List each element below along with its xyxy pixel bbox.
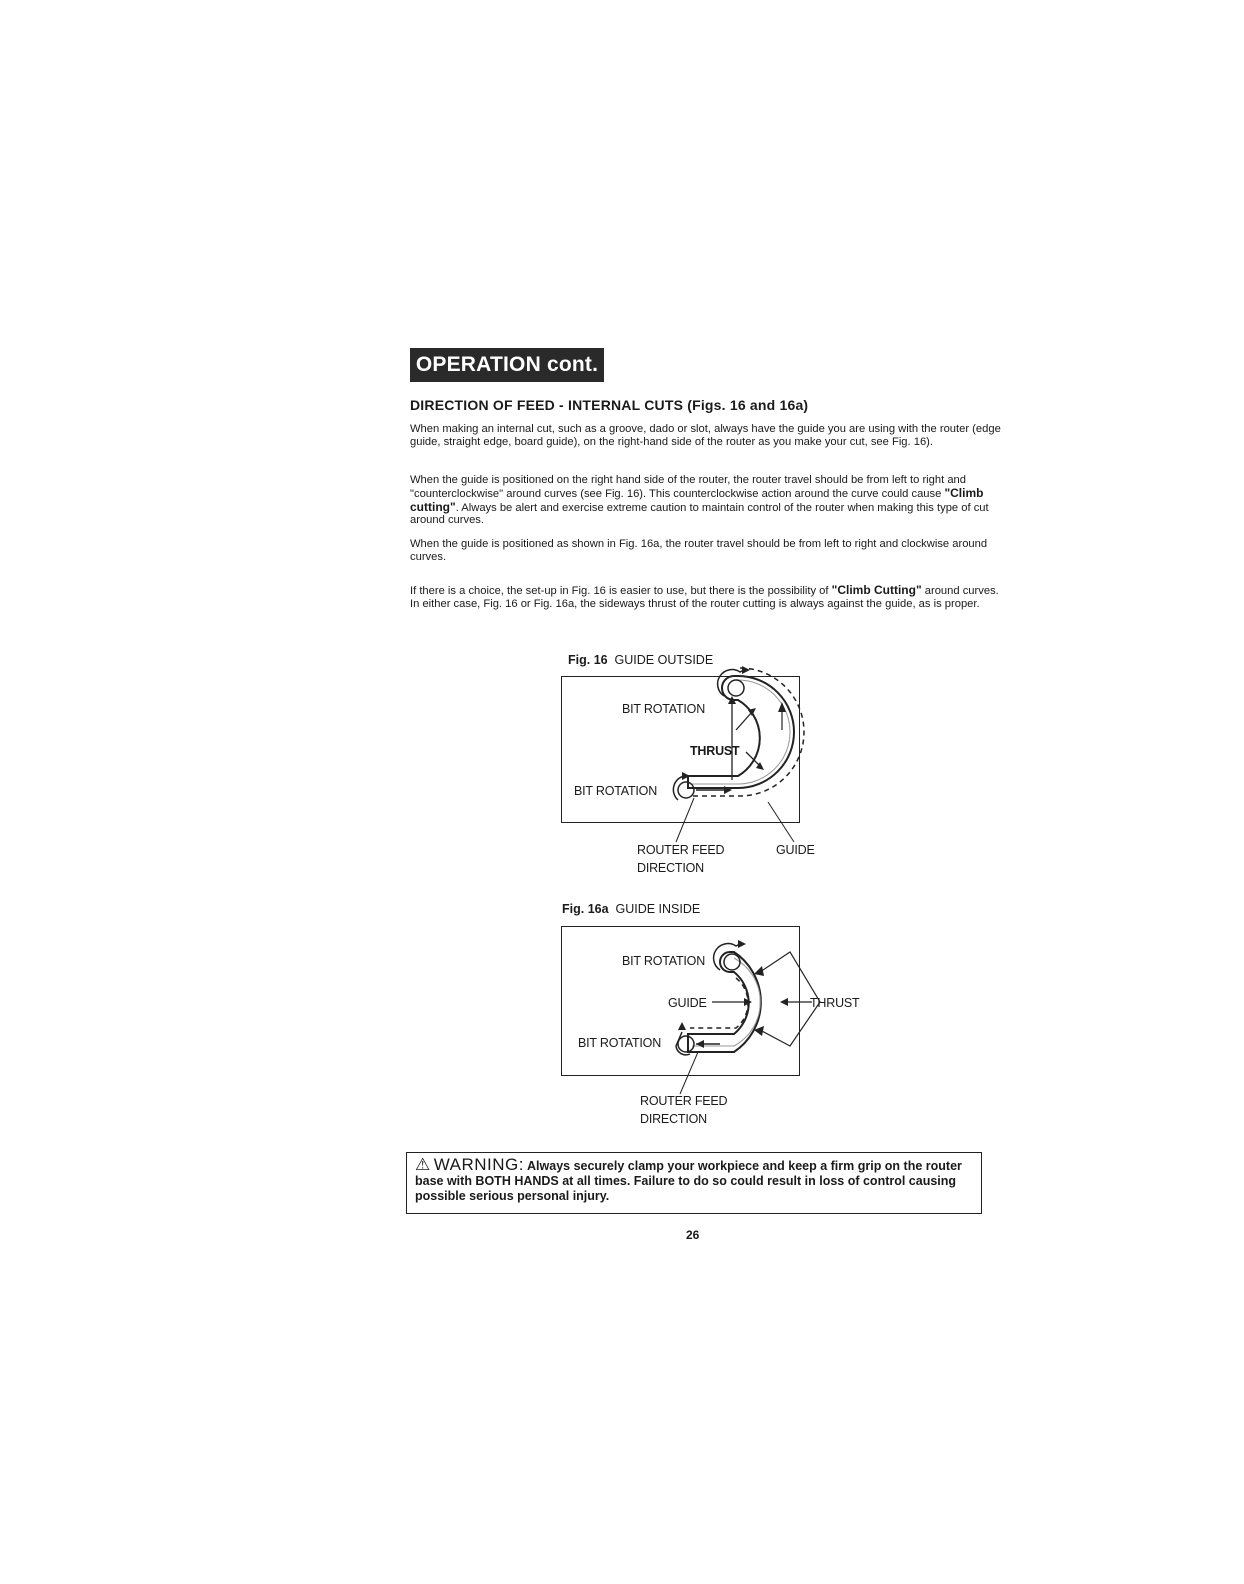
fig16a-caption: GUIDE INSIDE xyxy=(615,902,701,916)
section-banner: OPERATION cont. xyxy=(410,348,604,382)
fig16a-guide-label: GUIDE xyxy=(668,996,707,1010)
paragraph-2-emphasis: "Climb cutting" xyxy=(410,485,984,514)
fig16-number: Fig. 16 xyxy=(568,653,608,667)
paragraph-2-text-b: . Always be alert and exercise extreme caution to maintain control of the router when making this type of cut around curves. xyxy=(410,501,989,527)
fig16-router-feed-label: ROUTER FEED xyxy=(637,843,725,857)
warning-text: Always securely clamp your workpiece and keep a firm grip on the router base with BOTH HANDS at all times. Failure to do so could result in loss of control causing possible serious personal injury. xyxy=(415,1159,962,1203)
warning-box xyxy=(406,1152,982,1214)
page-number: 26 xyxy=(686,1228,700,1242)
paragraph-1: When making an internal cut, such as a groove, dado or slot, always have the guide you are using with the router (edge guide, straight edge, board guide), on the right-hand side of the router as you make your cut, see Fig. 16). xyxy=(410,423,1001,448)
fig16-bit-rotation-bottom-label: BIT ROTATION xyxy=(574,784,658,798)
fig16-direction-label: DIRECTION xyxy=(637,861,704,875)
paragraph-3: When the guide is positioned as shown in Fig. 16a, the router travel should be from left to right and clockwise around curves. xyxy=(410,538,988,563)
paragraph-2-text-a: When the guide is positioned on the right hand side of the router, the router travel should be from left to right and "counterclockwise" around curves (see Fig. 16). This counterclockwise action around the curve could cause xyxy=(410,474,966,500)
fig16-thrust-label: THRUST xyxy=(690,744,740,758)
fig16-caption: GUIDE OUTSIDE xyxy=(614,653,714,667)
paragraph-4-emphasis: "Climb Cutting" xyxy=(831,583,922,597)
warning-icon: ⚠ xyxy=(415,1155,431,1174)
fig16a-bit-top-icon xyxy=(724,954,740,970)
paragraph-4-text-a: If there is a choice, the set-up in Fig. 16 is easier to use, but there is the possibility of xyxy=(410,585,832,597)
paragraph-4-text-b: around curves. In either case, Fig. 16 or Fig. 16a, the sideways thrust of the router cutting is always against the guide, as is proper. xyxy=(410,585,999,610)
fig16-bit-rotation-top-label: BIT ROTATION xyxy=(622,702,706,716)
fig16a-number: Fig. 16a xyxy=(562,902,609,916)
fig16a-bit-rotation-top-label: BIT ROTATION xyxy=(622,954,706,968)
fig16a-router-feed-label: ROUTER FEED xyxy=(640,1094,728,1108)
warning-title: WARNING: xyxy=(433,1155,524,1174)
fig16a-bit-bottom-icon xyxy=(678,1036,694,1052)
fig16a-direction-label: DIRECTION xyxy=(640,1112,707,1126)
section-heading: DIRECTION OF FEED - INTERNAL CUTS (Figs. 16 and 16a) xyxy=(410,397,809,413)
fig16a-thrust-label: THRUST xyxy=(810,996,860,1010)
fig16-guide-label: GUIDE xyxy=(776,843,815,857)
fig16a-thrust-arrow-icon xyxy=(780,998,788,1006)
fig16a-feed-arrow-icon xyxy=(696,1040,704,1048)
fig16a-bit-rotation-bottom-label: BIT ROTATION xyxy=(578,1036,662,1050)
